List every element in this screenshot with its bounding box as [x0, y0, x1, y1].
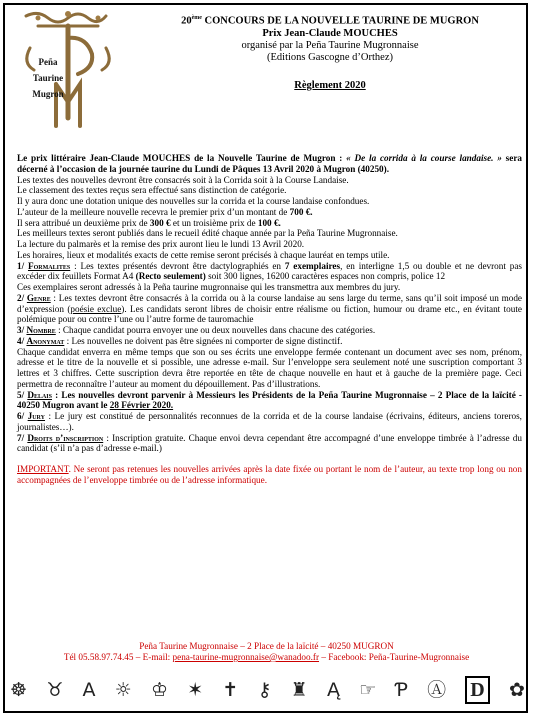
editions-line: (Editions Gascogne d’Orthez): [267, 51, 393, 63]
a-letter-icon: Ą: [326, 679, 340, 701]
paragraph: La lecture du palmarès et la remise des prix auront lieu le lundi 13 Avril 2020.: [17, 239, 305, 249]
paragraph: Il y aura donc une dotation unique des nouvelles sur la corrida et la course landaise confondues.: [17, 196, 370, 206]
star-icon: ✶: [187, 679, 204, 701]
hand-icon: ☞: [359, 679, 377, 701]
rules-body: [17, 153, 522, 486]
logo-emblem-icon: [26, 13, 109, 126]
paragraph: Il sera attribué un deuxième prix de 300 € et un troisième prix de 100 €.: [17, 217, 281, 228]
section-genre: 2/ Genre : Les textes devront être consacrés à la corrida ou à la course landaise au sens large du terme, sans qu’il soit imposé un mode d’expression (poésie exclue). Les candidats seront libres de choisir entre réalisme ou fiction, humour ou drame etc., en évitant toute polémique pour ou contre l’une ou l’autre forme de tauromachie: [17, 292, 522, 325]
paragraph: Chaque candidat enverra en même temps que son ou ses écrits une enveloppe fermée contenant un document avec ses nom, prénom, adresse et le titre de la nouvelle et si possible, une adresse e-mail. Sur l’enveloppe sera seulement noté une suscription comportant 3 lettres et 3 chiffres. Cette suscription devra être reportée en tête de chaque nouvelle en haut et à gauche de la première page. Ceci permettra de reconnaître l’auteur au moment du dépouillement. Pas d’illustrations.: [17, 346, 522, 389]
decorative-icon-row: [10, 674, 525, 706]
d-boxed-icon: D: [465, 676, 489, 704]
intro-paragraph: Le prix littéraire Jean-Claude MOUCHES de la Nouvelle Taurine de Mugron : « De la corrida à la course landaise. » sera décerné à l’occasion de la journée taurine du Lundi de Pâques 13 Avril 2020 à Mugron (40250).: [17, 153, 522, 174]
logo-line-pena: Peña: [38, 57, 58, 67]
paragraph: Les meilleurs textes seront publiés dans le recueil édité chaque année par la Peña Taurine Mugronnaise.: [17, 228, 398, 239]
important-notice: IMPORTANT. Ne seront pas retenues les nouvelles arrivées après la date fixée ou portant le nom de l’auteur, au texte trop long ou non accompagnées de l’enveloppe timbrée ou de l’adresse informatique.: [17, 464, 522, 485]
section-jury: 6/ Jury : Le jury est constitué de personnalités reconnues de la corrida et de la course landaise (écrivains, éditeurs, anciens toreros, journalistes…).: [17, 411, 522, 432]
a-letter-icon: A: [82, 679, 96, 701]
paragraph: Ces exemplaires seront adressés à la Peña taurine mugronnaise qui les transmettra aux membres du jury.: [17, 282, 401, 292]
footer-contact: Tél 05.58.97.74.45 – E-mail: pena-taurine-mugronnaise@wanadoo.fr – Facebook: Peña-Taurine-Mugronnaise: [63, 652, 470, 662]
prize-name: Prix Jean-Claude MOUCHES: [262, 27, 398, 39]
footer: [14, 641, 519, 663]
section-nombre: 3/ Nombre : Chaque candidat pourra envoyer une ou deux nouvelles dans chacune des catégories.: [17, 325, 376, 335]
a-letter-icon: Ⓐ: [427, 679, 447, 701]
crown-icon: ♔: [151, 679, 169, 701]
p-letter-icon: Ƥ: [395, 679, 408, 701]
logo-line-taurine: Taurine: [32, 73, 64, 83]
sun-icon: ☸: [10, 679, 28, 701]
contest-title: 20ème CONCOURS DE LA NOUVELLE TAURINE DE MUGRON: [181, 15, 479, 27]
cross-icon: ✝: [222, 679, 239, 701]
section-delais: 5/ Delais : Les nouvelles devront parvenir à Messieurs les Présidents de la Peña Taurine Mugronnaise – 2 Place de la laïcité - 40250 Mugron avant le 28 Février 2020.: [17, 389, 522, 411]
logo-line-mugron: Mugron: [32, 89, 64, 99]
flower-icon: ✿: [508, 679, 525, 701]
organizer-line: organisé par la Peña Taurine Mugronnaise: [241, 39, 419, 51]
document-header: [150, 12, 510, 92]
section-anonymat: 4/ Anonymat : Les nouvelles ne doivent pas être signées ni comporter de signe distinctif.: [17, 335, 343, 346]
bull-icon: ♉: [46, 679, 64, 701]
reglement-heading: Règlement 2020: [294, 79, 366, 91]
paragraph: Les horaires, lieux et modalités exacts de cette remise seront précisés à chaque lauréat en temps utile.: [17, 249, 390, 260]
pena-logo: [8, 8, 128, 133]
figure-icon: ♜: [290, 679, 308, 701]
key-icon: ⚷: [257, 679, 272, 701]
footer-address: Peña Taurine Mugronnaise – 2 Place de la laïcité – 40250 MUGRON: [139, 641, 394, 651]
paragraph: L’auteur de la meilleure nouvelle recevra le premier prix d’un montant de 700 €.: [17, 206, 313, 217]
section-formalites: 1/ Formalites : Les textes présentés devront être dactylographiés en 7 exemplaires, en interligne 1,5 ou double et ne devront pas excéder dix feuillets Format A4 (Recto seulement) soit 300 lignes, 16200 caractères espaces non compris, police 12: [17, 260, 522, 282]
section-droits: 7/ Droits d’inscription : Inscription gratuite. Chaque envoi devra cependant être accompagné d’une enveloppe timbrée à l’adresse du candidat (s’il n’a pas d’adresse e-mail.): [17, 432, 522, 454]
email-link[interactable]: pena-taurine-mugronnaise@wanadoo.fr: [172, 652, 320, 662]
sun-icon: ☼: [114, 679, 132, 701]
paragraph: Le classement des textes reçus sera effectué sans distinction de catégorie.: [17, 185, 287, 196]
paragraph: Les textes des nouvelles devront être consacrés soit à la Corrida soit à la Course Landaise.: [17, 174, 349, 185]
